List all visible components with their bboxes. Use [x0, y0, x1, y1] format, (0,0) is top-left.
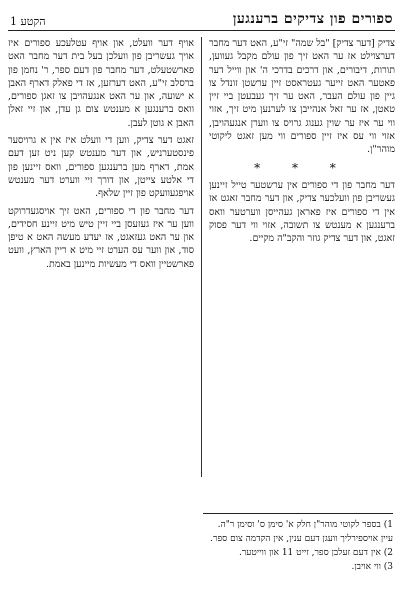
left-paragraph-1: אויף דער וועלט, און אויף עטלעכע ספורים איז אויך געשריבן פון וועלכן בעל בית דער מחבר האט פארשטעלט, דער מחבר פון דעם ספר, ר' נחמן פון ברסלב זי"ע, האט דערזען, אז די פאלק דארף האבן א ישועה, און ער האט אנגעהויבן צו זאגן ספורים, וואס ברענגען א מענטש צום גן עדן, און זיי זאלן האבן א גוטן לעבן.	[7, 38, 194, 129]
left-column	[8, 37, 200, 477]
right-paragraph-1: צדיק [דער צדיק] "בל שמה" זי"ע, האט דער מחבר דערצוילט אז ער האט זיך פון עולם מקבל געווען, תורות, דיבורים, און דרכים בדרכי ה' און ווייל דער פאטער האט זייער געטראסט זיין ערשטן זונדל צו גיין פון עולם העבר, האט ער זיך געבעטן ביי זיין טאטן, אז ער זאל אנהייבן צו לערנען מיט זיך, אזוי ווי ער איז ער שוין גענוג גרויס צו ווערן אנגעהויבן, אזוי ווי עס איז זיין ספורים ווי מען זאגט ליקוטי מוהר"ן.	[208, 38, 395, 156]
page-number: הקטע 1	[10, 15, 46, 28]
footnote-line: 2) אין דעם זעלבן ספר, זייט 11 און ווייטער.	[238, 548, 393, 558]
footnote-line: 3) ווי אויבן.	[351, 562, 393, 572]
right-paragraph-2: דער מחבר פון די ספורים אין ערשטער טייל זיינען געשריבן פון וועלכער צדיק, און דער מחבר זאגט אז אין די ספורים איז פאראן געהייסן ווערטער וואס ברענגען א מענטש צו תשובה, אזוי ווי דער פסוק זאגט, און דער צדיק גוזר והקב"ה מקיים.	[208, 179, 395, 245]
text-columns	[8, 37, 395, 477]
left-paragraph-3: דער מחבר פון די ספורים, האט זיך אויסגעדרוקט ווען ער איז געזעסן ביי זיין טיש מיט זיינע חסידים, און ער האט געזאגט, אז יעדע מעשה האט א טיפן סוד, און ווער עס הערט זיי מיט א ריין הארץ, וועט פארשטיין וואס די מעשיות מיינען באמת.	[7, 205, 194, 270]
column-divider	[201, 37, 202, 477]
footnote-line: 1) בספר לקוטי מוהר"ן חלק א' סימן ס' וסימן ר"ה.	[217, 520, 393, 530]
spacer	[8, 477, 395, 507]
left-paragraph-2: זאגט דער צדיק, ווען די וועלט איז אין א גרויסער פינסטערניש, און דער מענטש קען ניט זען דעם אמת, דארף מען ברענגען ספורים, וואס זיינען פון די אלטע צייטן, און דורך זיי ווערט דער מענטש אויפגעוועקט פון זיין שלאף.	[7, 135, 194, 200]
section-separator: * * *	[254, 160, 350, 175]
page-header	[8, 6, 395, 31]
footnote-line: עיין אויספירליך וועגן דעם ענין, אין הקדמה צום ספר.	[210, 534, 393, 544]
page-title: ספורים פון צדיקים ברענגען	[232, 11, 393, 27]
right-column	[203, 37, 395, 477]
footnotes-section	[8, 513, 395, 574]
